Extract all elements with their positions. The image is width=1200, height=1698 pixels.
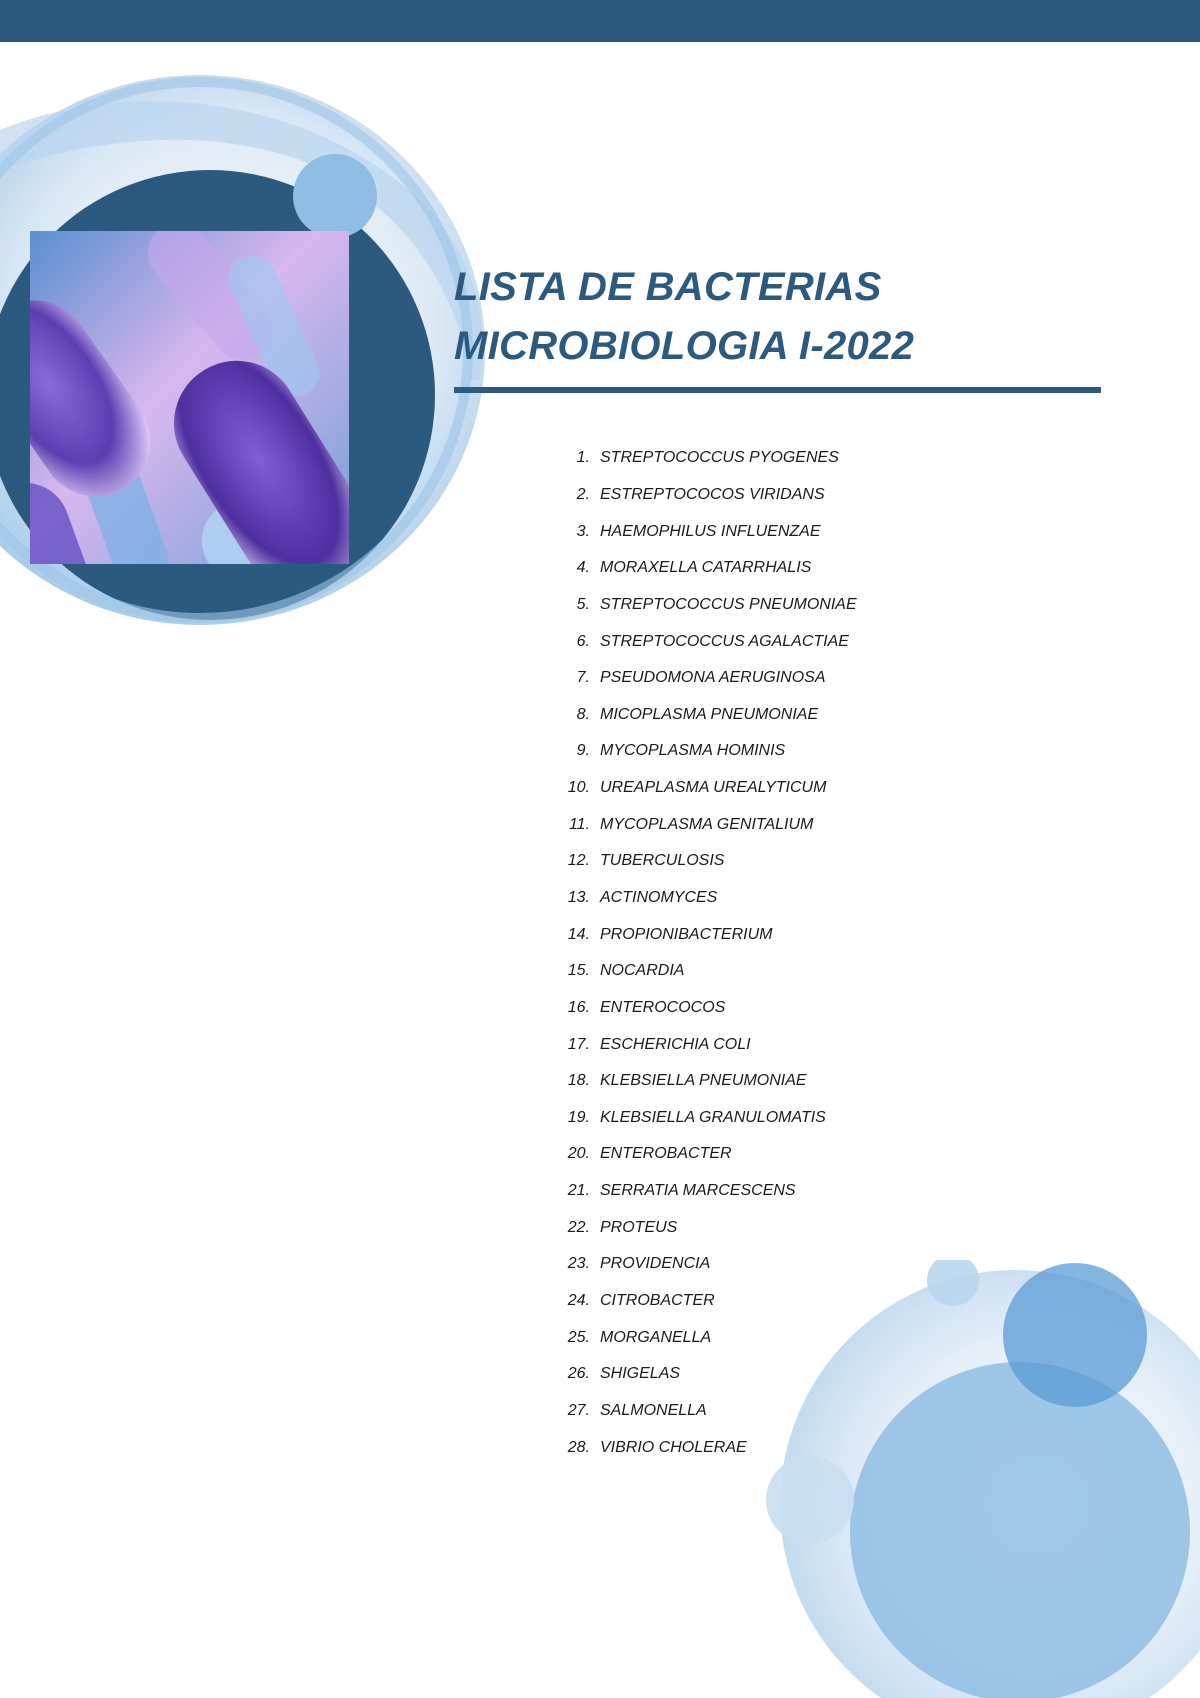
list-item <box>548 660 968 697</box>
list-item <box>548 1063 968 1100</box>
list-item-label: ESCHERICHIA COLI <box>600 1035 751 1053</box>
list-item <box>548 916 968 953</box>
list-item <box>548 1136 968 1173</box>
list-item <box>548 440 968 477</box>
list-item-number: 14. <box>567 925 590 943</box>
list-item <box>548 1100 968 1137</box>
list-item-label: PROTEUS <box>600 1218 678 1236</box>
list-item-label: VIBRIO CHOLERAE <box>600 1438 747 1456</box>
list-item-number: 28. <box>567 1438 590 1456</box>
header-band <box>0 0 1200 42</box>
list-item-number: 18. <box>567 1072 590 1090</box>
list-item-number: 27. <box>567 1401 590 1419</box>
page-title-line-2: MICROBIOLOGIA I-2022 <box>454 324 915 368</box>
list-item-number: 6. <box>576 632 590 650</box>
list-item-number: 7. <box>576 669 590 687</box>
list-item-number: 12. <box>567 852 590 870</box>
bacteria-image <box>30 231 349 564</box>
list-item-label: SERRATIA MARCESCENS <box>600 1182 796 1200</box>
list-item <box>548 1209 968 1246</box>
list-item-label: CITROBACTER <box>600 1292 715 1310</box>
list-item <box>548 1026 968 1063</box>
small-bubble <box>293 154 377 238</box>
list-item <box>548 770 968 807</box>
list-item-number: 23. <box>567 1255 590 1273</box>
list-item-number: 13. <box>567 889 590 906</box>
list-item-number: 9. <box>576 742 590 760</box>
list-item-number: 20. <box>567 1145 590 1163</box>
title-block <box>454 258 1114 376</box>
list-item-number: 1. <box>576 449 590 467</box>
list-item-label: MORAXELLA CATARRHALIS <box>600 559 812 577</box>
list-item-label: ESTREPTOCOCOS VIRIDANS <box>600 485 825 503</box>
list-item <box>548 513 968 550</box>
list-item <box>548 733 968 770</box>
list-item-label: ENTEROCOCOS <box>600 998 726 1016</box>
list-item-label: PROPIONIBACTERIUM <box>600 925 773 943</box>
list-item-label: PROVIDENCIA <box>600 1255 711 1273</box>
list-item <box>548 550 968 587</box>
upper-right-circle <box>1003 1263 1147 1407</box>
list-item-number: 3. <box>576 522 590 540</box>
list-item-label: ACTINOMYCES <box>600 889 718 906</box>
list-item <box>548 806 968 843</box>
list-item-number: 2. <box>576 485 590 503</box>
list-item-label: PSEUDOMONA AERUGINOSA <box>600 669 826 687</box>
list-item-label: NOCARDIA <box>600 962 685 980</box>
list-item-number: 25. <box>567 1328 590 1346</box>
list-item-label: HAEMOPHILUS INFLUENZAE <box>600 522 821 540</box>
list-item <box>548 587 968 624</box>
list-item-number: 17. <box>567 1035 590 1053</box>
list-item-number: 26. <box>567 1365 590 1383</box>
list-item-number: 21. <box>567 1182 590 1200</box>
list-item <box>548 843 968 880</box>
list-item-number: 16. <box>567 998 590 1016</box>
list-item-number: 10. <box>567 779 590 797</box>
list-item-label: STREPTOCOCCUS AGALACTIAE <box>600 632 849 650</box>
list-item-label: MICOPLASMA PNEUMONIAE <box>600 705 819 723</box>
list-item-number: 5. <box>576 595 590 613</box>
list-item <box>548 696 968 733</box>
list-item-number: 11. <box>568 815 590 833</box>
large-mid-circle <box>850 1362 1190 1698</box>
page-title-line-1: LISTA DE BACTERIAS <box>454 265 882 309</box>
title-underline <box>454 387 1101 393</box>
list-item-number: 15. <box>567 962 590 980</box>
list-item-number: 8. <box>576 705 590 723</box>
decorative-circles-right <box>760 1260 1200 1698</box>
left-bubble <box>766 1456 854 1544</box>
list-item-label: UREAPLASMA UREALYTICUM <box>600 779 827 797</box>
list-item-label: MYCOPLASMA HOMINIS <box>600 742 786 760</box>
list-item-number: 4. <box>576 559 590 577</box>
list-item <box>548 1173 968 1210</box>
list-item-label: SHIGELAS <box>600 1365 681 1383</box>
list-item-number: 24. <box>567 1292 590 1310</box>
list-item-label: KLEBSIELLA PNEUMONIAE <box>600 1072 807 1090</box>
list-item-label: TUBERCULOSIS <box>600 852 725 870</box>
list-item <box>548 880 968 917</box>
list-item <box>548 623 968 660</box>
list-item-label: KLEBSIELLA GRANULOMATIS <box>600 1108 826 1126</box>
list-item-label: SALMONELLA <box>600 1401 707 1419</box>
list-item <box>548 953 968 990</box>
list-item-number: 19. <box>567 1108 590 1126</box>
list-item-label: MYCOPLASMA GENITALIUM <box>600 815 814 833</box>
list-item-label: ENTEROBACTER <box>600 1145 732 1163</box>
list-item-number: 22. <box>567 1218 590 1236</box>
list-item-label: MORGANELLA <box>600 1328 712 1346</box>
list-item-label: STREPTOCOCCUS PNEUMONIAE <box>600 595 857 613</box>
list-item <box>548 990 968 1027</box>
list-item <box>548 477 968 514</box>
list-item-label: STREPTOCOCCUS PYOGENES <box>600 449 839 467</box>
